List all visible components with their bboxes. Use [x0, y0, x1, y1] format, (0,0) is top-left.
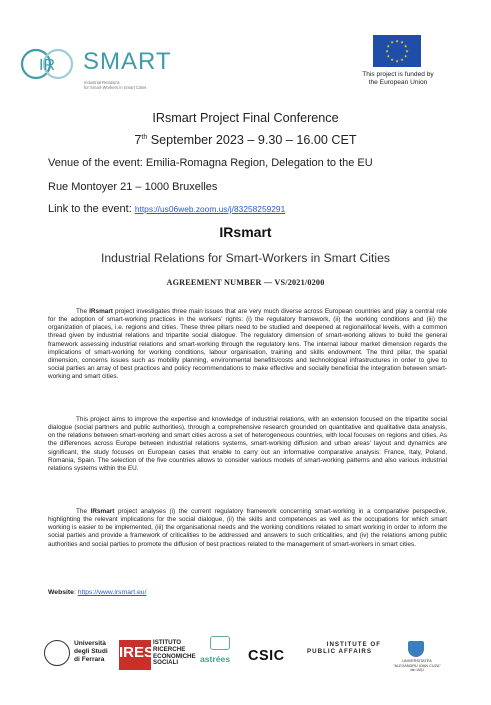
institute-public-affairs-logo	[307, 641, 381, 669]
event-zoom-link[interactable]: https://us06web.zoom.us/j/83258259291	[134, 204, 286, 214]
eu-star-icon: ★	[386, 53, 391, 59]
date-day: 7	[134, 133, 142, 147]
eu-star-icon: ★	[403, 53, 408, 59]
date-time: September 2023 – 9.30 – 16.00 CET	[147, 133, 357, 147]
csic-logo	[248, 648, 302, 668]
paragraph-analyses-project-name: IRsmart	[90, 508, 115, 515]
ipa-name-line-2: PUBLIC AFFAIRS	[307, 648, 372, 656]
website-separator: :	[73, 589, 78, 596]
ires-mark: IRES	[119, 640, 151, 670]
ires-name-line-2: RICERCHE	[153, 645, 186, 653]
project-subtitle: Industrial Relations for Smart-Workers in Smart Cities	[101, 251, 390, 265]
event-venue: Venue of the event: Emilia-Romagna Region, Delegation to the EU	[48, 157, 373, 169]
speech-bubble-icon	[210, 636, 230, 650]
eu-star-icon: ★	[386, 43, 391, 49]
logo-subtitle	[84, 80, 204, 90]
paragraph-analyses	[48, 508, 447, 549]
eu-star-icon: ★	[390, 39, 394, 45]
date-suffix: th	[141, 133, 148, 141]
paragraph-overview-text: project investigates three main issues that are very much diverse across European countries and play a central role for the adoption of smart-working practices in the workers' rights: (i) the regulatory framework, (ii) the working conditions and (iii) the organization of places, i.e. regions and cities. These three pillars need to be studied and deepened at regional/local levels, with a common thread given by industrial relations and tripartite social dialogue. The regulatory dimension of smart-working allows to build the general framework assessing industrial relations and smart-working through the regulatory lens. The internal labour market dimension regards the implications of smart-working for working conditions, labour organisation, training and skills endowment. The third pillar, the spatial dimension, concerns issues such as mobility planning, environmental benefits/costs and technological infrastructures in order to give to social parties an array of best practices and policy recommendations to make effective and socially beneficial the integration between smart-working and smart cities.	[48, 308, 447, 381]
logo-mark-letters: IR	[39, 57, 55, 74]
conference-title: IRsmart Project Final Conference	[152, 111, 339, 125]
eu-star-icon: ★	[385, 48, 389, 54]
conference-date	[0, 133, 491, 147]
unife-name	[74, 640, 108, 663]
unife-name-line-1: Università	[74, 640, 106, 647]
eu-star-icon: ★	[390, 57, 394, 63]
irsmart-logo	[20, 40, 210, 100]
event-link-row	[48, 203, 285, 215]
paragraph-analyses-text: project analyses (i) the current regulatory framework concerning smart-working in a comparative perspective, highlighting the relevant implications for the social dialogue, (ii) the skills and competences as well as the occupations for which smart working is easier to be implemented, (iii) the organisational needs and the working conditions related to smart working in order to inform the social parties and provide a framework of criticalities to be addressed and answers to such criticalities, and (iv) the relations among public authorities and social parties to promote the diffusion of best practices related to the management of smart-workers in smart cities.	[48, 508, 447, 548]
eu-flag-icon	[373, 35, 421, 67]
website-row	[48, 589, 146, 596]
eu-star-icon: ★	[400, 57, 404, 63]
eu-funding-line-1: This project is funded by	[362, 71, 434, 78]
uaic-name-line-3: din IAŞI	[410, 668, 424, 672]
astrees-wordmark: astrées	[200, 654, 231, 664]
uaic-name	[388, 659, 446, 673]
irsmart-logo-mark-icon	[20, 44, 80, 84]
ires-name-line-3: ECONOMICHE	[153, 652, 196, 660]
project-name: IRsmart	[219, 224, 272, 240]
eu-star-icon: ★	[405, 48, 409, 54]
event-address: Rue Montoyer 21 – 1000 Bruxelles	[48, 181, 218, 193]
ipa-name	[307, 641, 381, 655]
website-link[interactable]: https://www.irsmart.eu/	[77, 589, 147, 596]
event-link-label: Link to the event:	[48, 203, 135, 215]
eu-star-icon: ★	[400, 39, 404, 45]
eu-star-icon: ★	[395, 38, 399, 44]
paragraph-analyses-lead: The	[76, 508, 91, 515]
csic-wordmark: CSIC	[248, 648, 285, 664]
agreement-number: AGREEMENT NUMBER — VS/2021/0200	[166, 278, 325, 287]
ipa-name-line-1: INSTITUTE OF	[326, 641, 381, 648]
paragraph-overview-project-name: IRsmart	[89, 308, 113, 315]
university-shield-icon	[408, 641, 424, 657]
eu-stars-icon	[373, 35, 421, 67]
uaic-logo	[388, 641, 456, 677]
uaic-name-line-2: "ALEXANDRU IOAN CUZA"	[393, 663, 441, 668]
unife-logo	[44, 636, 120, 672]
website-label: Website	[48, 589, 74, 596]
logo-subtitle-line-2: for Smart-Workers in Smart Cities	[84, 85, 147, 90]
ires-name-line-4: SOCIALI	[153, 659, 179, 667]
logo-subtitle-line-1: Industrial Relations	[84, 80, 120, 85]
unife-name-line-3: di Ferrara	[74, 655, 105, 663]
unife-seal-icon	[44, 640, 70, 666]
eu-funding-note	[343, 71, 453, 86]
astrees-logo	[198, 636, 246, 672]
eu-funding-line-2: the European Union	[368, 78, 428, 86]
uaic-name-line-1: UNIVERSITATEA	[402, 659, 432, 663]
logo-wordmark: SMART	[83, 48, 172, 75]
ires-name-line-1: ISTITUTO	[153, 639, 182, 646]
paragraph-overview-lead: The	[76, 308, 90, 315]
paragraph-overview	[48, 308, 447, 381]
paragraph-aims: This project aims to improve the expertise and knowledge of industrial relations, with an extension focused on the tripartite social dialogue (social partners and public authorities), through a comprehensive research grounded on quantitative and qualitative data analysis, on the relations between smart-working and smart cities across a set of heterogeneous countries, with local focuses on regions and cities. As the differences across Europe between industrial relations systems, smart-working diffusion and urban areas' layout and dynamics are significant, the study focuses on European cases that enable to carry out an informative comparative analysis: France, Italy, Poland, Romania, Spain. The selection of the five countries allows to consider various models of smart-working patterns and also various industrial relations systems within the EU.	[48, 416, 447, 472]
eu-star-icon: ★	[403, 43, 408, 49]
eu-star-icon: ★	[395, 58, 399, 64]
ires-name	[153, 640, 196, 667]
unife-name-line-2: degli Studi	[74, 647, 108, 655]
